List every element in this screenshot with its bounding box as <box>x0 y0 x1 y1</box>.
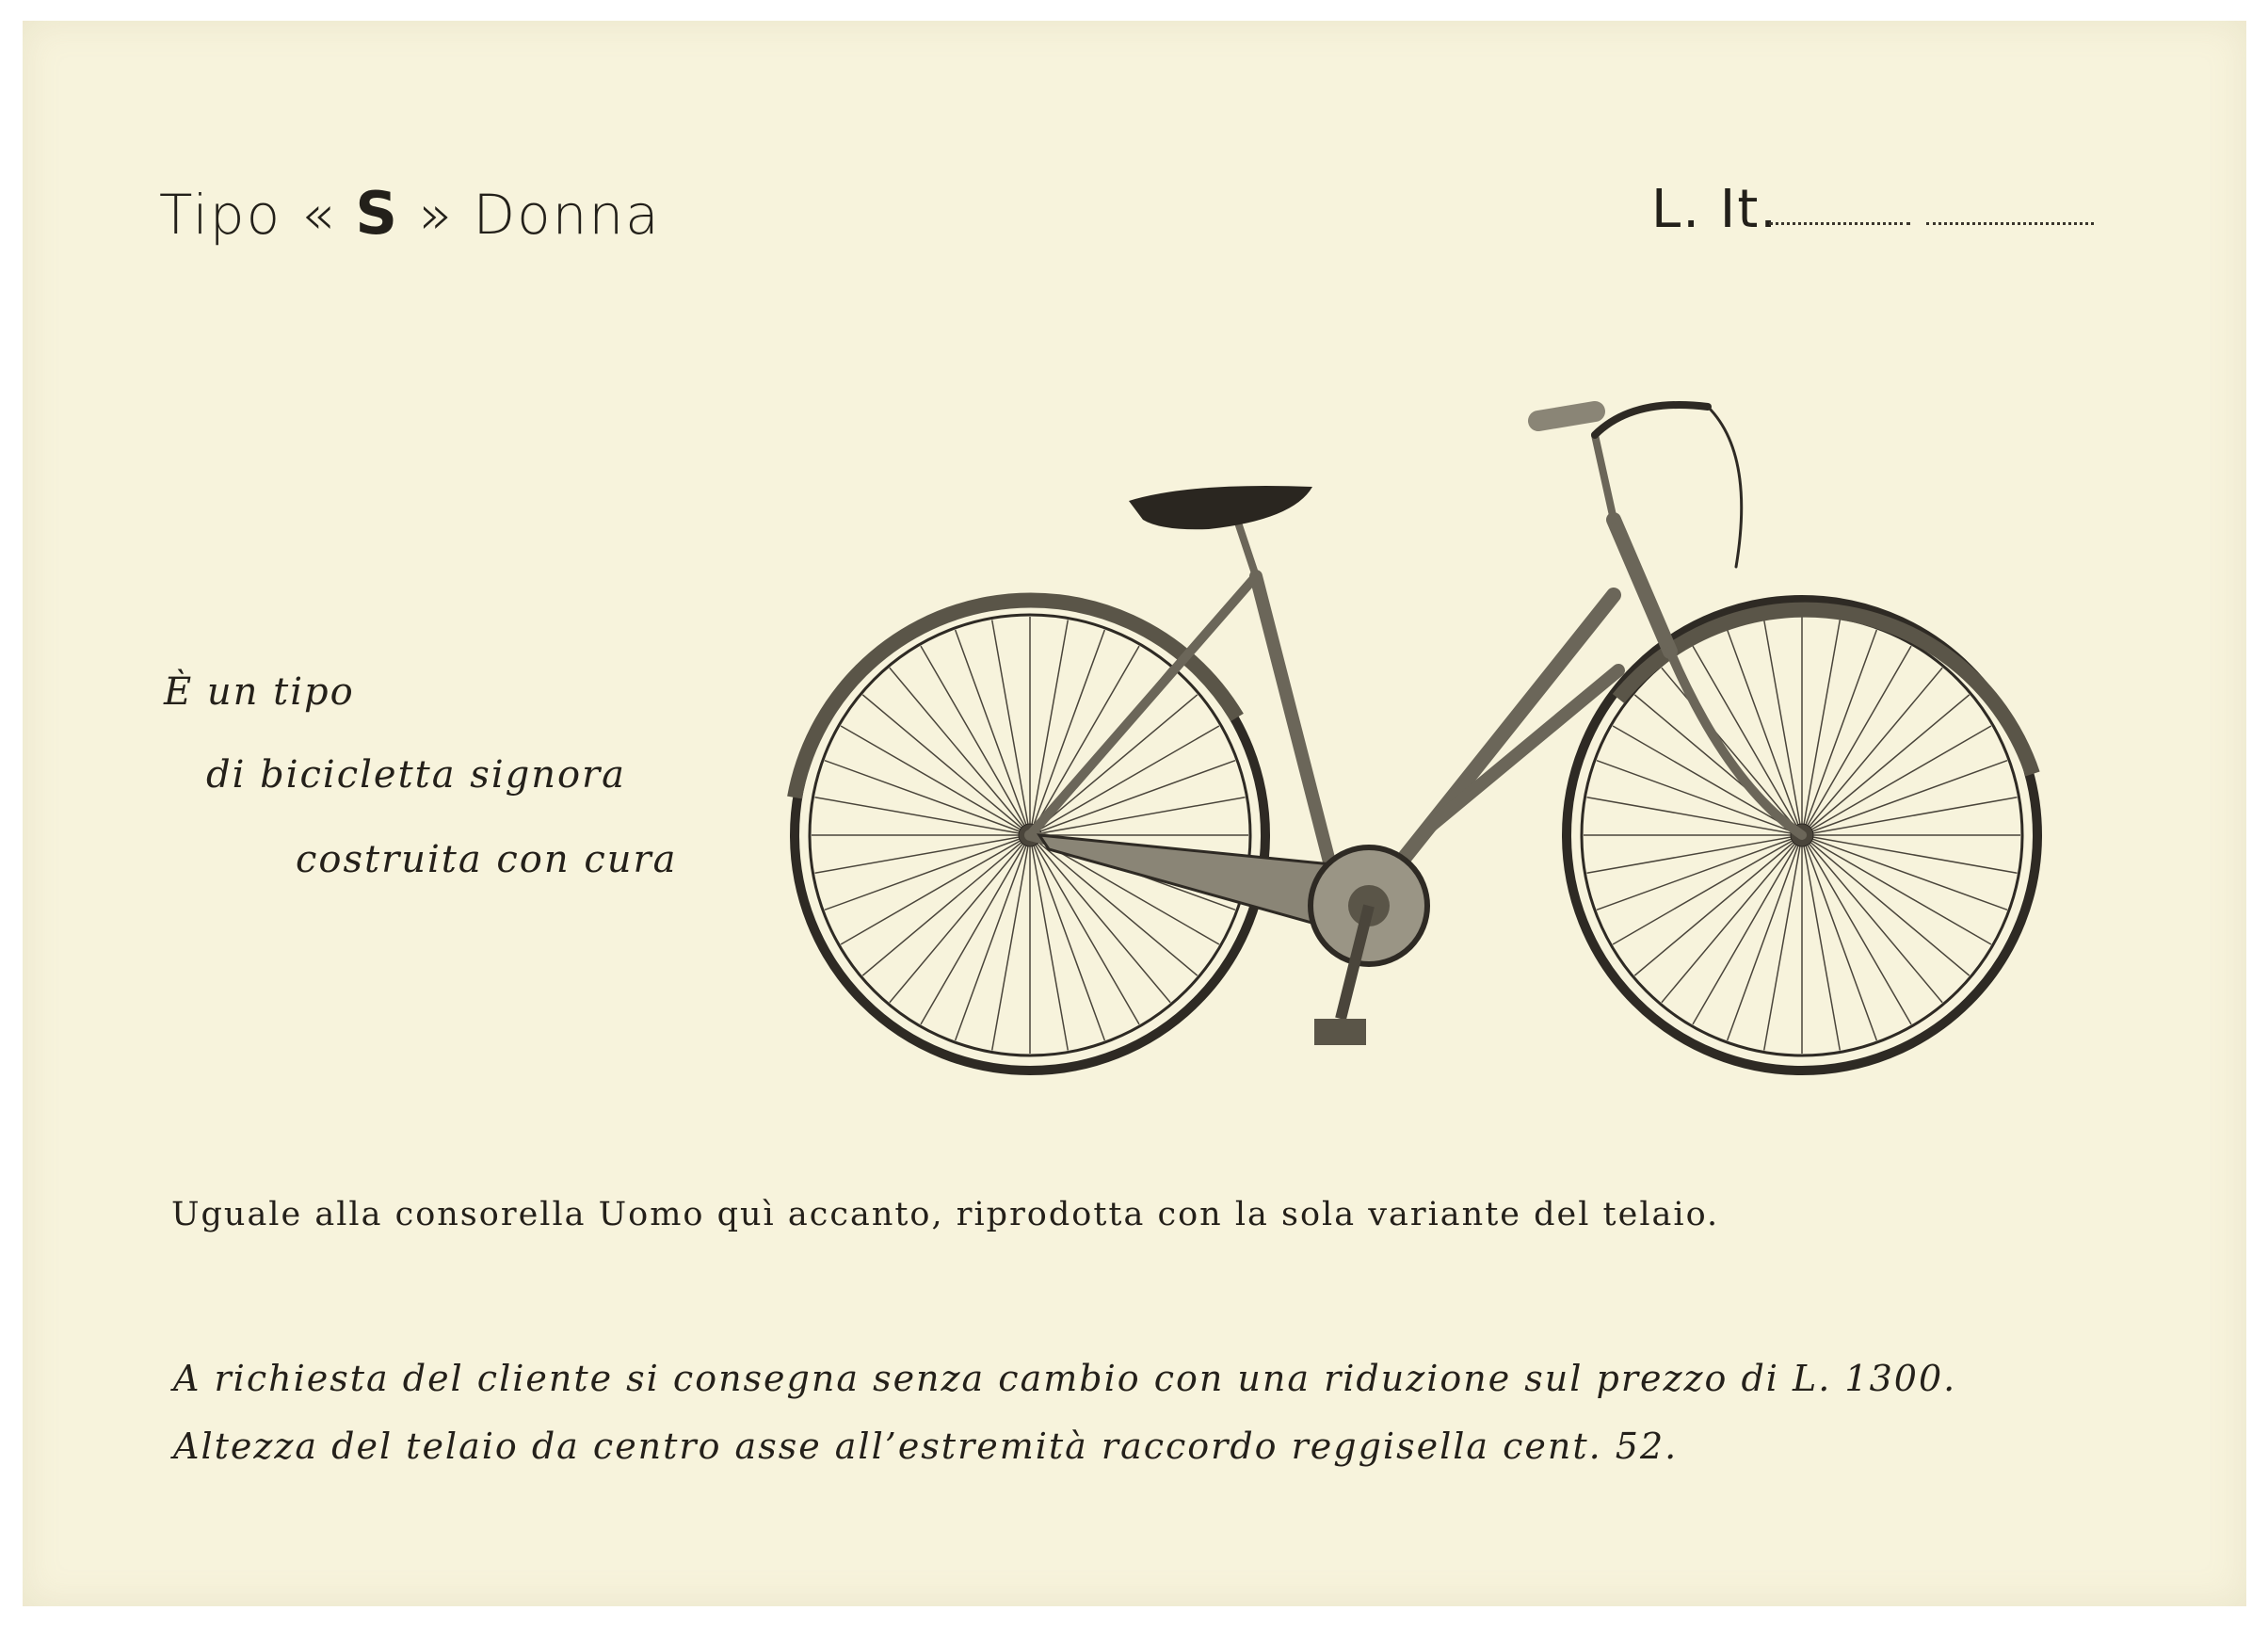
note-line-2: Altezza del telaio da centro asse all’estremità raccordo reggisella cent. 52. <box>173 1426 1679 1467</box>
price-blank-1 <box>1769 222 1910 225</box>
catalog-page <box>23 21 2246 1606</box>
title-model: S <box>355 179 400 248</box>
chain-guard <box>1039 835 1427 1045</box>
intro-line-2: di bicicletta signora <box>206 753 627 797</box>
note-line-1: A richiesta del cliente si consegna senza cambio con una riduzione sul prezzo di L. 1300. <box>173 1358 1957 1399</box>
intro-line-1: È un tipo <box>164 670 355 714</box>
saddle <box>1129 486 1312 529</box>
description-text: Uguale alla consorella Uomo quì accanto, riprodotta con la sola variante del telaio. <box>171 1196 1720 1233</box>
price-label: L. It. <box>1651 179 1779 240</box>
title-suffix: » Donna <box>418 183 661 247</box>
title-prefix: Tipo « <box>159 183 336 247</box>
price-blank-2 <box>1926 222 2094 225</box>
bicycle-illustration <box>766 379 2084 1113</box>
intro-line-3: costruita con cura <box>296 838 678 881</box>
page-title <box>159 179 661 248</box>
handlebar <box>1538 405 1742 567</box>
